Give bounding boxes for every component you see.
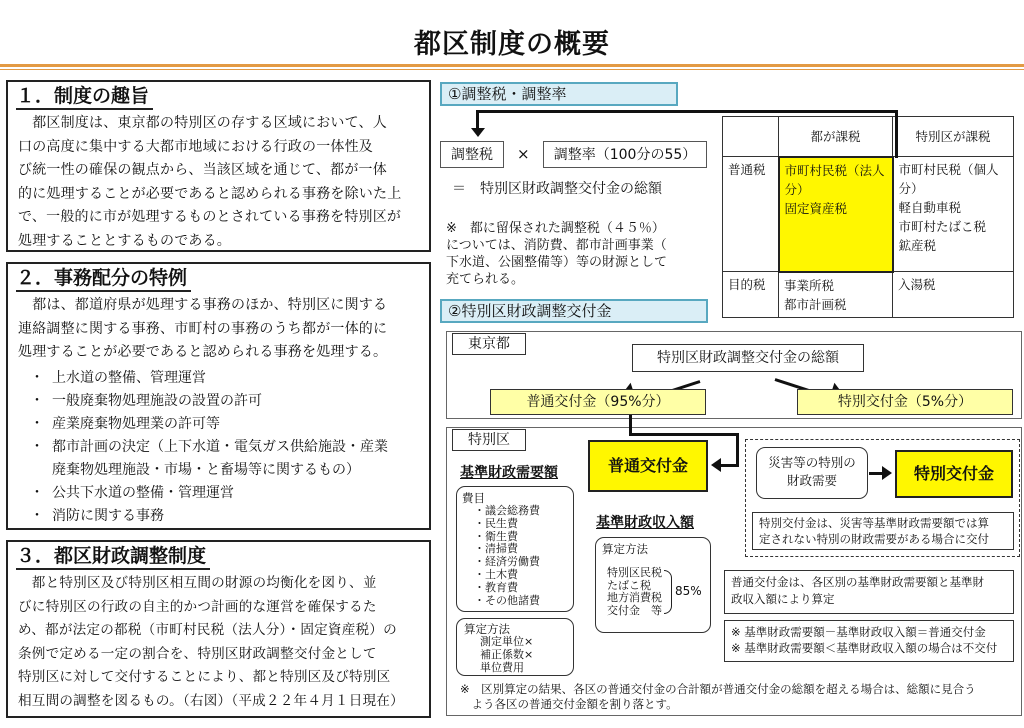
tax-table [722, 116, 1014, 318]
title-rule [0, 64, 1024, 67]
times-symbol: × [517, 145, 530, 163]
section-fiscal-text: 都と特別区及び特別区相互間の財源の均衡化を図り、並 びに特別区の行政の自主的かつ計画的な運営を確保するた め、都が法定の都税（市町村民税（法人分）・固定資産税）の 条例で定める一定の割合を、特別区財政調整交付金として 特別区に対して交付することにより、都と特別区及び特別区 相互間の調整を図るもの。（右図）（平成２２年４月１日現在） [18, 575, 404, 709]
arrow-head-icon [471, 128, 485, 137]
list-item: ・ 一般廃棄物処理施設の設置の許可 [30, 390, 388, 413]
arrow-line [719, 464, 739, 467]
table-cell-empty [723, 117, 779, 157]
arrow-line [629, 433, 739, 436]
list-item: ・ 消防に関する事務 [30, 505, 388, 528]
revenue-pct: 85% [675, 584, 702, 598]
normal-metro-cell: 市町村民税（法人 分） 固定資産税 [779, 157, 893, 272]
list-item: ・民生費 [474, 516, 518, 530]
section-fiscal [6, 540, 431, 718]
purpose-ward-cell: 入湯税 [893, 272, 1014, 318]
list-item: ・ 都市計画の決定（上下水道・電気ガス供給施設・産業 廃棄物処理施設・市場・と畜場等に関するもの） [30, 436, 388, 482]
revenue-brace [664, 570, 672, 614]
list-item: ・清掃費 [474, 542, 518, 556]
list-item: ・衛生費 [474, 529, 518, 543]
col-metro: 都が課税 [779, 117, 893, 157]
section-purpose-text: 都区制度は、東京都の特別区の存する区域において、人 口の高度に集中する大都市地域における行政の一体性及 び統一性の確保の観点から、当該区域を通じて、都が一体 的に処理することが必要であると認められる事務を除いた上 で、一般的に市が処理するものとされている事務を特別区が 処理することとするものである。 [18, 115, 402, 249]
revenue-title: 基準財政収入額 [596, 515, 694, 531]
section-purpose-heading: １．制度の趣旨 [16, 84, 153, 110]
page-title: 都区制度の概要 [414, 29, 610, 60]
total-box: 特別区財政調整交付金の総額 [632, 344, 864, 372]
purpose-metro-cell: 事業所税 都市計画税 [779, 272, 893, 318]
demand-calc-lines: 測定単位× 補正係数× 単位費用 [480, 635, 534, 674]
allocation-list [30, 367, 388, 528]
adjust-header: ①調整税・調整率 [440, 82, 678, 106]
title-rule-thin [0, 69, 1024, 70]
normal-grant-box: 普通交付金 [588, 440, 708, 492]
row-purpose: 目的税 [723, 272, 779, 318]
arrow-line [869, 472, 883, 475]
arrow-line [895, 110, 898, 158]
expense-title: 費目 [462, 491, 485, 505]
list-item: ・議会総務費 [474, 504, 540, 517]
arrow-line [476, 110, 479, 128]
adjust-equals: ＝ 特別区財政調整交付金の総額 [452, 181, 662, 197]
section-allocation-text: 都は、都道府県が処理する事務のほか、特別区に関する 連絡調整に関する事務、市町村の事務のうち都が一体的に 処理することが必要であると認められる事務を処理する。 [18, 297, 388, 360]
special-grant-box: 特別交付金 [895, 450, 1013, 498]
list-item: ・教育費 [474, 580, 518, 594]
formula-note: ※ 基準財政需要額－基準財政収入額＝普通交付金 ※ 基準財政需要額＜基準財政収入額の場合は不交付 [724, 620, 1014, 662]
arrow-head-icon [882, 466, 892, 480]
list-item: ・土木費 [474, 567, 518, 581]
normal-ward-cell: 市町村民税（個人 分） 軽自動車税 市町村たばこ税 鉱産税 [893, 157, 1014, 272]
normal-note: 普通交付金は、各区別の基準財政需要額と基準財 政収入額により算定 [724, 570, 1014, 614]
demand-calc-title: 算定方法 [464, 622, 510, 636]
section-purpose [6, 80, 431, 252]
arrow-line [629, 415, 632, 435]
disaster-box: 災害等の特別の 財政需要 [756, 447, 868, 499]
ward-label: 特別区 [452, 429, 526, 451]
expense-list [474, 505, 540, 607]
adjust-rate-box: 調整率（100分の55） [543, 141, 707, 168]
list-item: ・ 公共下水道の整備・管理運営 [30, 482, 388, 505]
special-split-box: 特別交付金（5%分） [797, 389, 1013, 415]
list-item: ・ 上水道の整備、管理運営 [30, 367, 388, 390]
col-ward: 特別区が課税 [893, 117, 1014, 157]
list-item: ・ 産業廃棄物処理業の許可等 [30, 413, 388, 436]
row-normal: 普通税 [723, 157, 779, 272]
tokyo-label: 東京都 [452, 333, 526, 355]
arrow-line [478, 110, 898, 113]
normal-split-box: 普通交付金（95%分） [490, 389, 706, 415]
special-note: 特別交付金は、災害等基準財政需要額では算 定されない特別の財政需要がある場合に交付 [752, 512, 1014, 550]
demand-title: 基準財政需要額 [460, 465, 558, 481]
adjust-tax-box: 調整税 [440, 141, 504, 168]
revenue-items: 特別区民税 たばこ税 地方消費税 交付金 等 [607, 566, 662, 617]
section-fiscal-heading: ３．都区財政調整制度 [16, 544, 210, 570]
revenue-calc-title: 算定方法 [602, 542, 648, 556]
arrow-line [736, 433, 739, 465]
section-allocation [6, 262, 431, 530]
adjust-note: ※ 都に留保された調整税（４５％） については、消防費、都市計画事業（ 下水道、公園整備等）等の財源として 充てられる。 [446, 221, 668, 287]
list-item: ・その他諸費 [474, 593, 540, 607]
list-item: ・経済労働費 [474, 555, 540, 569]
footnote: ※ 区別算定の結果、各区の普通交付金の合計額が普通交付金の総額を超える場合は、総額に見合う よう各区の普通交付金額を割り落とす。 [460, 682, 976, 711]
section-allocation-heading: ２．事務配分の特例 [16, 266, 191, 292]
grant-header: ②特別区財政調整交付金 [440, 299, 708, 323]
